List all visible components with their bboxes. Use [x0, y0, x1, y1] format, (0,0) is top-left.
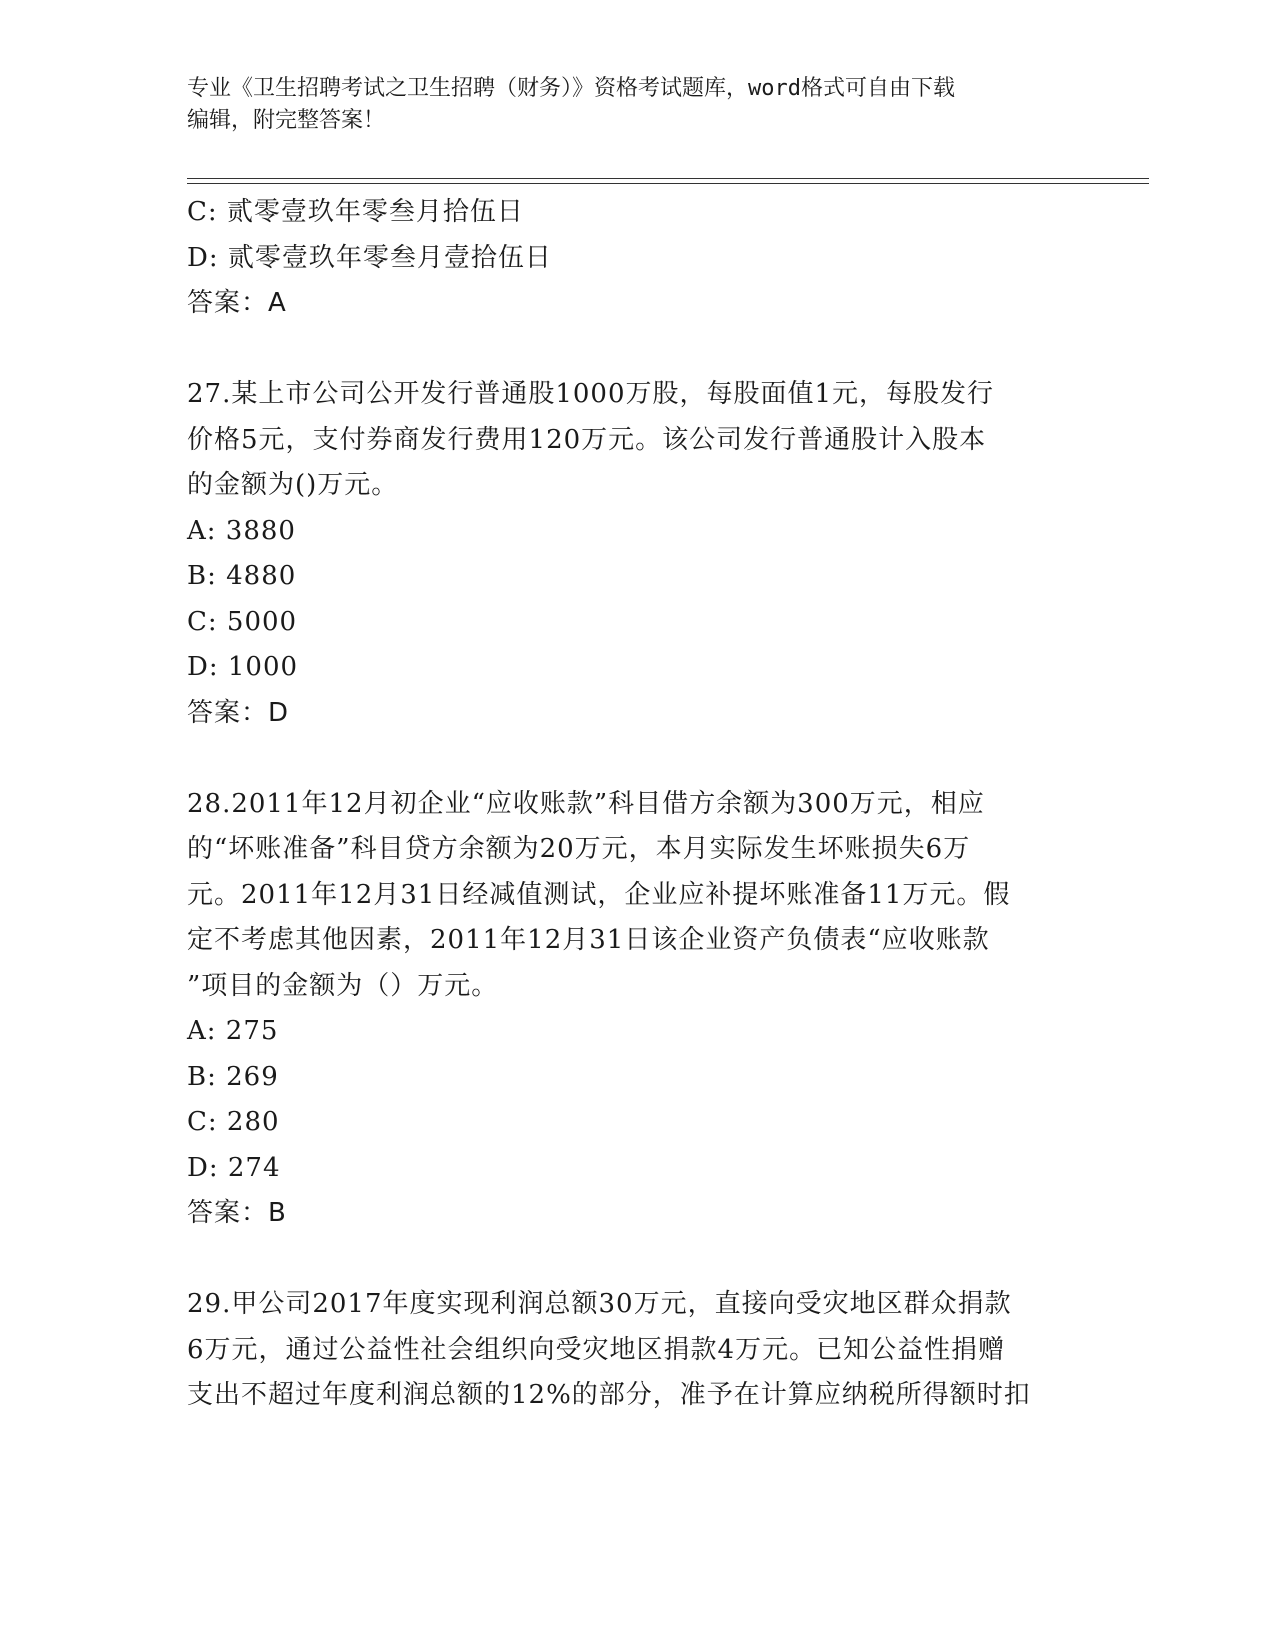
option-c: C: 5000 — [187, 606, 298, 637]
question-text-line: 定不考虑其他因素，2011年12月31日该企业资产负债表“应收账款 — [187, 925, 990, 955]
document-header — [187, 73, 1067, 137]
header-rule-bottom — [187, 183, 1149, 184]
question-27 — [187, 372, 1087, 736]
question-29 — [187, 1282, 1087, 1419]
question-text-line: 元。2011年12月31日经减值测试，企业应补提坏账准备11万元。假 — [187, 879, 1011, 910]
question-text-line: 29.甲公司2017年度实现利润总额30万元，直接向受灾地区群众捐款 — [187, 1289, 1012, 1319]
question-text-line: ”项目的金额为（）万元。 — [187, 970, 499, 1001]
answer: 答案：D — [187, 697, 290, 728]
spacer — [187, 1237, 1087, 1283]
option-d: D: 274 — [187, 1152, 281, 1183]
option-d: D: 1000 — [187, 652, 299, 682]
spacer — [187, 327, 1087, 373]
header-line-2: 编辑，附完整答案！ — [187, 108, 386, 133]
header-line-1: 专业《卫生招聘考试之卫生招聘（财务）》资格考试题库，word格式可自由下载 — [187, 76, 955, 101]
question-text-line: 价格5元，支付券商发行费用120万元。该公司发行普通股计入股本 — [187, 424, 987, 455]
option-b: B: 269 — [187, 1061, 279, 1092]
question-text-line: 的金额为()万元。 — [187, 470, 399, 500]
spacer — [187, 736, 1087, 782]
header-rule-top — [187, 178, 1149, 179]
question-text-line: 27.某上市公司公开发行普通股1000万股，每股面值1元，每股发行 — [187, 379, 995, 409]
option-c: C: 贰零壹玖年零叁月拾伍日 — [187, 197, 524, 227]
answer: 答案：A — [187, 288, 287, 318]
answer: 答案：B — [187, 1198, 287, 1228]
question-28 — [187, 782, 1087, 1237]
option-a: A: 275 — [187, 1016, 279, 1046]
option-a: A: 3880 — [187, 515, 296, 546]
question-text-line: 28.2011年12月初企业“应收账款”科目借方余额为300万元，相应 — [187, 788, 985, 819]
question-26-tail — [187, 190, 1087, 327]
question-text-line: 支出不超过年度利润总额的12%的部分，准予在计算应纳税所得额时扣 — [187, 1380, 1031, 1410]
document-body — [187, 190, 1087, 1419]
option-c: C: 280 — [187, 1107, 280, 1137]
question-text-line: 6万元，通过公益性社会组织向受灾地区捐款4万元。已知公益性捐赠 — [187, 1334, 1006, 1365]
option-d: D: 贰零壹玖年零叁月壹拾伍日 — [187, 242, 552, 273]
option-b: B: 4880 — [187, 561, 297, 591]
question-text-line: 的“坏账准备”科目贷方余额为20万元，本月实际发生坏账损失6万 — [187, 834, 971, 864]
